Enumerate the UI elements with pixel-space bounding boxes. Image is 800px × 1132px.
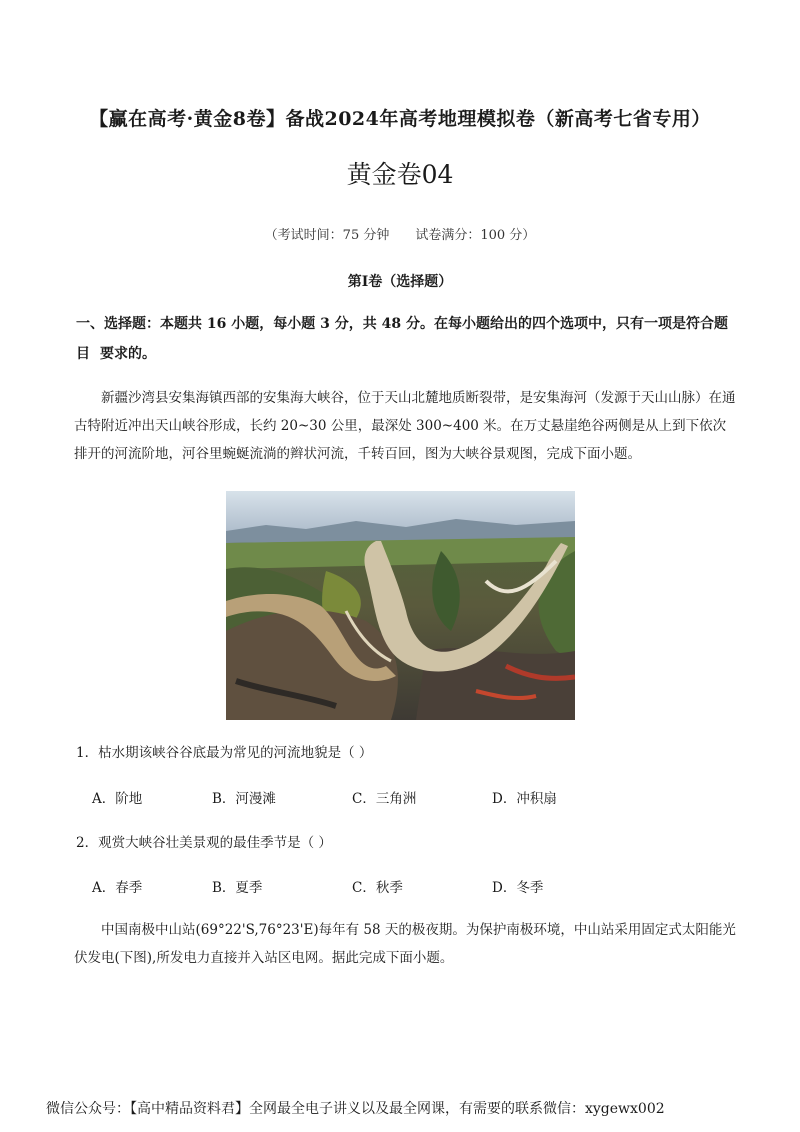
- passage-canyon: 新疆沙湾县安集海镇西部的安集海大峡谷，位于天山北麓地质断裂带，是安集海河（发源于天山山脉）在通古特附近冲出天山峡谷形成，长约 20~30 公里，最深处 300~400 米。在万丈悬崖绝谷两侧是从上到下依次排开的河流阶地，河谷里蜿蜒流淌的辫状河流，千转百回，图为大峡谷景观图，完成下面小题。: [74, 390, 736, 462]
- q2-option-b[interactable]: B．夏季: [212, 880, 263, 896]
- exam-info: [0, 224, 800, 243]
- full-score: 试卷满分：100 分）: [415, 228, 536, 243]
- main-title: 【赢在高考·黄金8卷】备战2024年高考地理模拟卷（新高考七省专用）: [89, 108, 711, 130]
- question-2: 2．观赏大峡谷壮美景观的最佳季节是（ ）: [76, 835, 332, 851]
- part-title: 第Ⅰ卷（选择题）: [347, 274, 453, 290]
- q1-option-d[interactable]: D．冲积扇: [492, 791, 557, 807]
- canyon-landscape-image: [226, 491, 575, 720]
- section-heading-cont: 要求的。: [100, 346, 156, 362]
- section-heading: 一、选择题：本题共 16 小题，每小题 3 分，共 48 分。在每小题给出的四个选项中，只有一项是符合题目: [76, 316, 728, 362]
- q1-option-a[interactable]: A．阶地: [92, 791, 143, 807]
- canyon-photo: [226, 491, 575, 720]
- q2-option-d[interactable]: D．冬季: [492, 880, 544, 896]
- question-1: 1．枯水期该峡谷谷底最为常见的河流地貌是（ ）: [76, 745, 373, 761]
- sub-title: 黄金卷04: [346, 160, 454, 189]
- q1-option-b[interactable]: B．河漫滩: [212, 791, 276, 807]
- q1-option-c[interactable]: C．三角洲: [352, 791, 417, 807]
- q2-option-a[interactable]: A．春季: [92, 880, 143, 896]
- exam-time: （考试时间：75 分钟: [264, 228, 390, 243]
- q2-option-c[interactable]: C．秋季: [352, 880, 403, 896]
- passage-antarctic: 中国南极中山站(69°22'S,76°23'E)每年有 58 天的极夜期。为保护南极环境，中山站采用固定式太阳能光伏发电(下图),所发电力直接并入站区电网。据此完成下面小题。: [74, 922, 736, 966]
- footer-notice: 微信公众号：【高中精品资料君】全网最全电子讲义以及最全网课，有需要的联系微信：xygewx002: [46, 1101, 665, 1117]
